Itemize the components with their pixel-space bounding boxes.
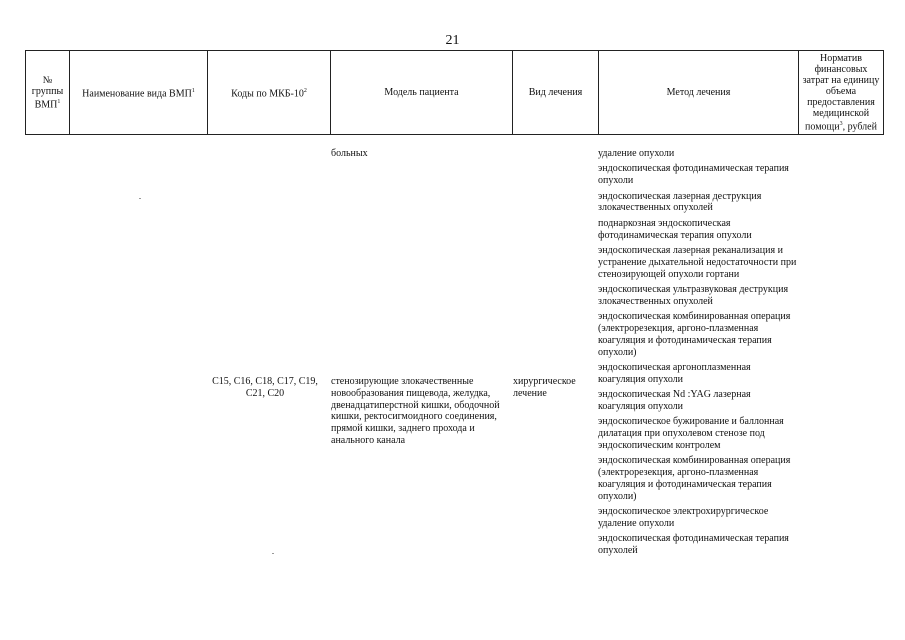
row2-patient-model: стенозирующие злокачественные новообразования пищевода, желудка, двенадцатиперстной кишки, ободочной кишки, ректосигмоидного соединения, прямой кишки, заднего прохода и анального канала xyxy=(331,376,500,446)
method-item: эндоскопическое электрохирургическое удаление опухоли xyxy=(598,506,769,529)
col-treatment-type: Вид лечения xyxy=(513,51,599,135)
col-vmp-name: Наименование вида ВМП$^1$ xyxy=(70,51,208,135)
col-group-number: № группы ВМП$^1$ xyxy=(26,51,70,135)
col-icd-codes: Коды по МКБ-$10^2$ xyxy=(208,51,331,135)
method-item: эндоскопическая лазерная деструкция злокачественных опухолей xyxy=(598,190,762,214)
header-row xyxy=(26,51,884,135)
row2-treatment-type: хирургическое лечение xyxy=(513,376,576,399)
method-item: эндоскопическая комбинированная операция (электрорезекция, аргоно-плазменная коагуляция и фотодинамическая терапия опухоли) xyxy=(598,455,791,502)
scan-speck xyxy=(272,553,274,554)
col-patient-model: Модель пациента xyxy=(331,51,513,135)
method-item: эндоскопическая лазерная реканализация и устранение дыхательной недостаточности при стенозирующей опухоли гортани xyxy=(598,244,797,280)
methods-list xyxy=(598,148,798,560)
row2-icd-codes: C15, C16, C18, C17, C19, C21, C20 xyxy=(212,376,318,399)
method-item: эндоскопическая фотодинамическая терапия опухоли xyxy=(598,163,789,187)
method-item: эндоскопическая аргоноплазменная коагуляция опухоли xyxy=(598,361,751,385)
method-item: поднаркозная эндоскопическая фотодинамическая терапия опухоли xyxy=(598,217,752,241)
method-item: эндоскопическое бужирование и баллонная дилатация при опухолевом стенозе под эндоскопическим контролем xyxy=(598,416,784,451)
col-cost-norm: Норматив финансовых затрат на единицу объема предоставления медицинской помощи$^3$, рублей xyxy=(799,51,884,135)
method-item: эндоскопическая фотодинамическая терапия опухолей xyxy=(598,533,789,557)
row1-patient-model: больных xyxy=(331,148,368,159)
scan-speck xyxy=(139,198,141,199)
method-item: удаление опухоли xyxy=(598,148,675,159)
method-item: эндоскопическая комбинированная операция (электрорезекция, аргоно-плазменная коагуляция и фотодинамическая терапия опухоли) xyxy=(598,311,791,358)
method-item: эндоскопическая Nd :YAG лазерная коагуляция опухоли xyxy=(598,389,751,412)
table-header xyxy=(25,50,884,135)
method-item: эндоскопическая ультразвуковая деструкция злокачественных опухолей xyxy=(598,283,789,307)
page-number: 21 xyxy=(445,33,460,48)
col-treatment-method: Метод лечения xyxy=(599,51,799,135)
